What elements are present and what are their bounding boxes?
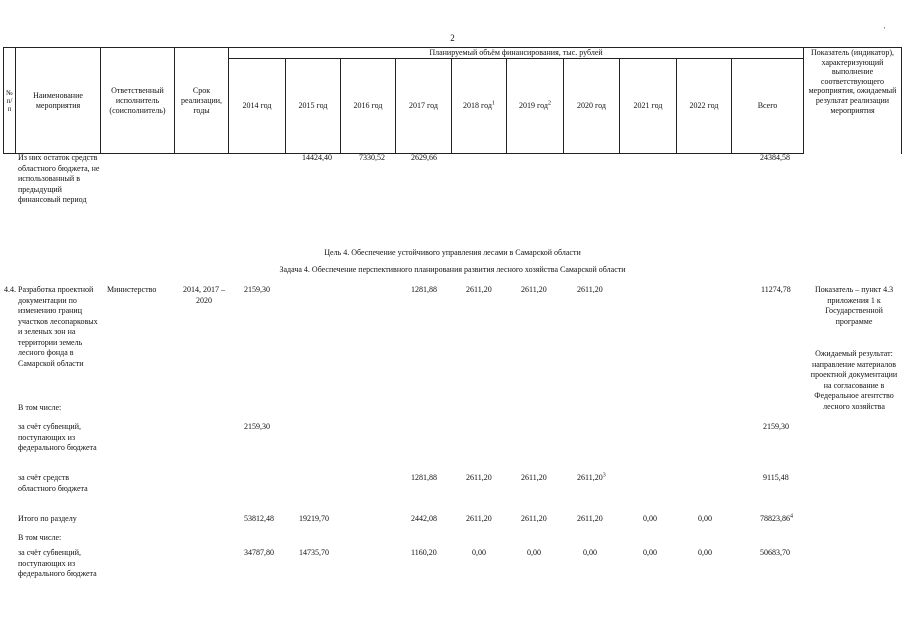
subv2-2018: 0,00: [472, 548, 486, 557]
page-number: 2: [450, 33, 455, 43]
header-year-3: 2017 год: [396, 59, 452, 154]
subv2-2019: 0,00: [527, 548, 541, 557]
goal-heading: Цель 4. Обеспечение устойчивого управления лесами в Самарской области: [324, 248, 581, 257]
header-year-6: 2020 год: [564, 59, 620, 154]
header-year-9: Всего: [732, 59, 804, 154]
item-2018: 2611,20: [466, 285, 492, 294]
remainder-label: Из них остаток средств областного бюджета, не использованный в предыдущий финансовый период: [18, 153, 100, 204]
item-total: 11274,78: [761, 285, 791, 294]
including-label-1: В том числе:: [18, 403, 62, 412]
header-year-8: 2022 год: [677, 59, 732, 154]
regional-label: за счёт средств областного бюджета: [18, 473, 88, 493]
remainder-2015: 14424,40: [302, 153, 332, 162]
subv-label: за счёт субвенций, поступающих из федерального бюджета: [18, 422, 97, 452]
header-name: Наименование мероприятия: [16, 48, 101, 154]
regional-2020-footnote: 3: [602, 472, 606, 479]
subv2-2022: 0,00: [698, 548, 712, 557]
subv-2014: 2159,30: [244, 422, 270, 431]
section-total-2020: 2611,20: [577, 514, 603, 523]
header-year-2: 2016 год: [341, 59, 396, 154]
section-total-label: Итого по разделу: [18, 514, 77, 523]
remainder-2016: 7330,52: [359, 153, 385, 162]
item-number: 4.4.: [4, 285, 16, 294]
regional-total: 9115,48: [763, 473, 789, 482]
subv2-label: за счёт субвенций, поступающих из федерального бюджета: [18, 548, 97, 578]
table-header: [3, 47, 902, 154]
regional-2020: 2611,20$^3$: [577, 472, 606, 482]
section-total-total: 78823,86$^4$: [760, 513, 793, 523]
section-total-2014: 53812,48: [244, 514, 274, 523]
item-2020: 2611,20: [577, 285, 603, 294]
subv2-2021: 0,00: [643, 548, 657, 557]
section-total-2019: 2611,20: [521, 514, 547, 523]
item-2014: 2159,30: [244, 285, 270, 294]
regional-2018: 2611,20: [466, 473, 492, 482]
subv2-2017: 1160,20: [411, 548, 437, 557]
subv-total: 2159,30: [763, 422, 789, 431]
corner-mark: ': [884, 26, 886, 34]
task-heading: Задача 4. Обеспечение перспективного планирования развития лесного хозяйства Самарской области: [279, 265, 626, 274]
item-label: Разработка проектной документации по изменению границ участков лесопарковых и зеленых зон на территории земель лесного фонда в Самарской области: [18, 285, 98, 368]
header-year-7: 2021 год: [620, 59, 677, 154]
item-responsible: Министерство: [107, 285, 157, 294]
header-year-0: 2014 год: [229, 59, 286, 154]
section-total-2017: 2442,08: [411, 514, 437, 523]
header-year-5: 2019 год$^2$: [507, 59, 564, 154]
section-total-2015: 19219,70: [299, 514, 329, 523]
header-year-1: 2015 год: [286, 59, 341, 154]
including-label-2: В том числе:: [18, 533, 62, 542]
section-total-2021: 0,00: [643, 514, 657, 523]
header-year-4: 2018 год$^1$: [452, 59, 507, 154]
item-expected-result: Ожидаемый результат: направление материалов проектной документации на согласование в Федеральное агентство лесного хозяйства: [810, 349, 898, 411]
header-plan: Планируемый объём финансирования, тыс. рублей: [229, 48, 804, 59]
section-total-2022: 0,00: [698, 514, 712, 523]
subv2-2014: 34787,80: [244, 548, 274, 557]
item-2019: 2611,20: [521, 285, 547, 294]
header-indicator: Показатель (индикатор), характеризующий выполнение соответствующего мероприятия, ожидаемый результат реализации мероприятия: [804, 48, 902, 154]
header-term: Срок реализации, годы: [175, 48, 229, 154]
regional-2017: 1281,88: [411, 473, 437, 482]
item-term: 2014, 2017 – 2020: [183, 285, 225, 305]
remainder-2017: 2629,66: [411, 153, 437, 162]
item-2017: 1281,88: [411, 285, 437, 294]
section-total-2018: 2611,20: [466, 514, 492, 523]
header-no: № п/п: [4, 48, 16, 154]
subv2-2015: 14735,70: [299, 548, 329, 557]
remainder-total: 24384,58: [760, 153, 790, 162]
section-total-footnote: 4: [790, 513, 793, 520]
header-responsible: Ответственный исполнитель (соисполнитель): [101, 48, 175, 154]
regional-2019: 2611,20: [521, 473, 547, 482]
subv2-2020: 0,00: [583, 548, 597, 557]
subv2-total: 50683,70: [760, 548, 790, 557]
item-indicator: Показатель – пункт 4.3 приложения 1 к Государственной программе: [814, 285, 894, 326]
